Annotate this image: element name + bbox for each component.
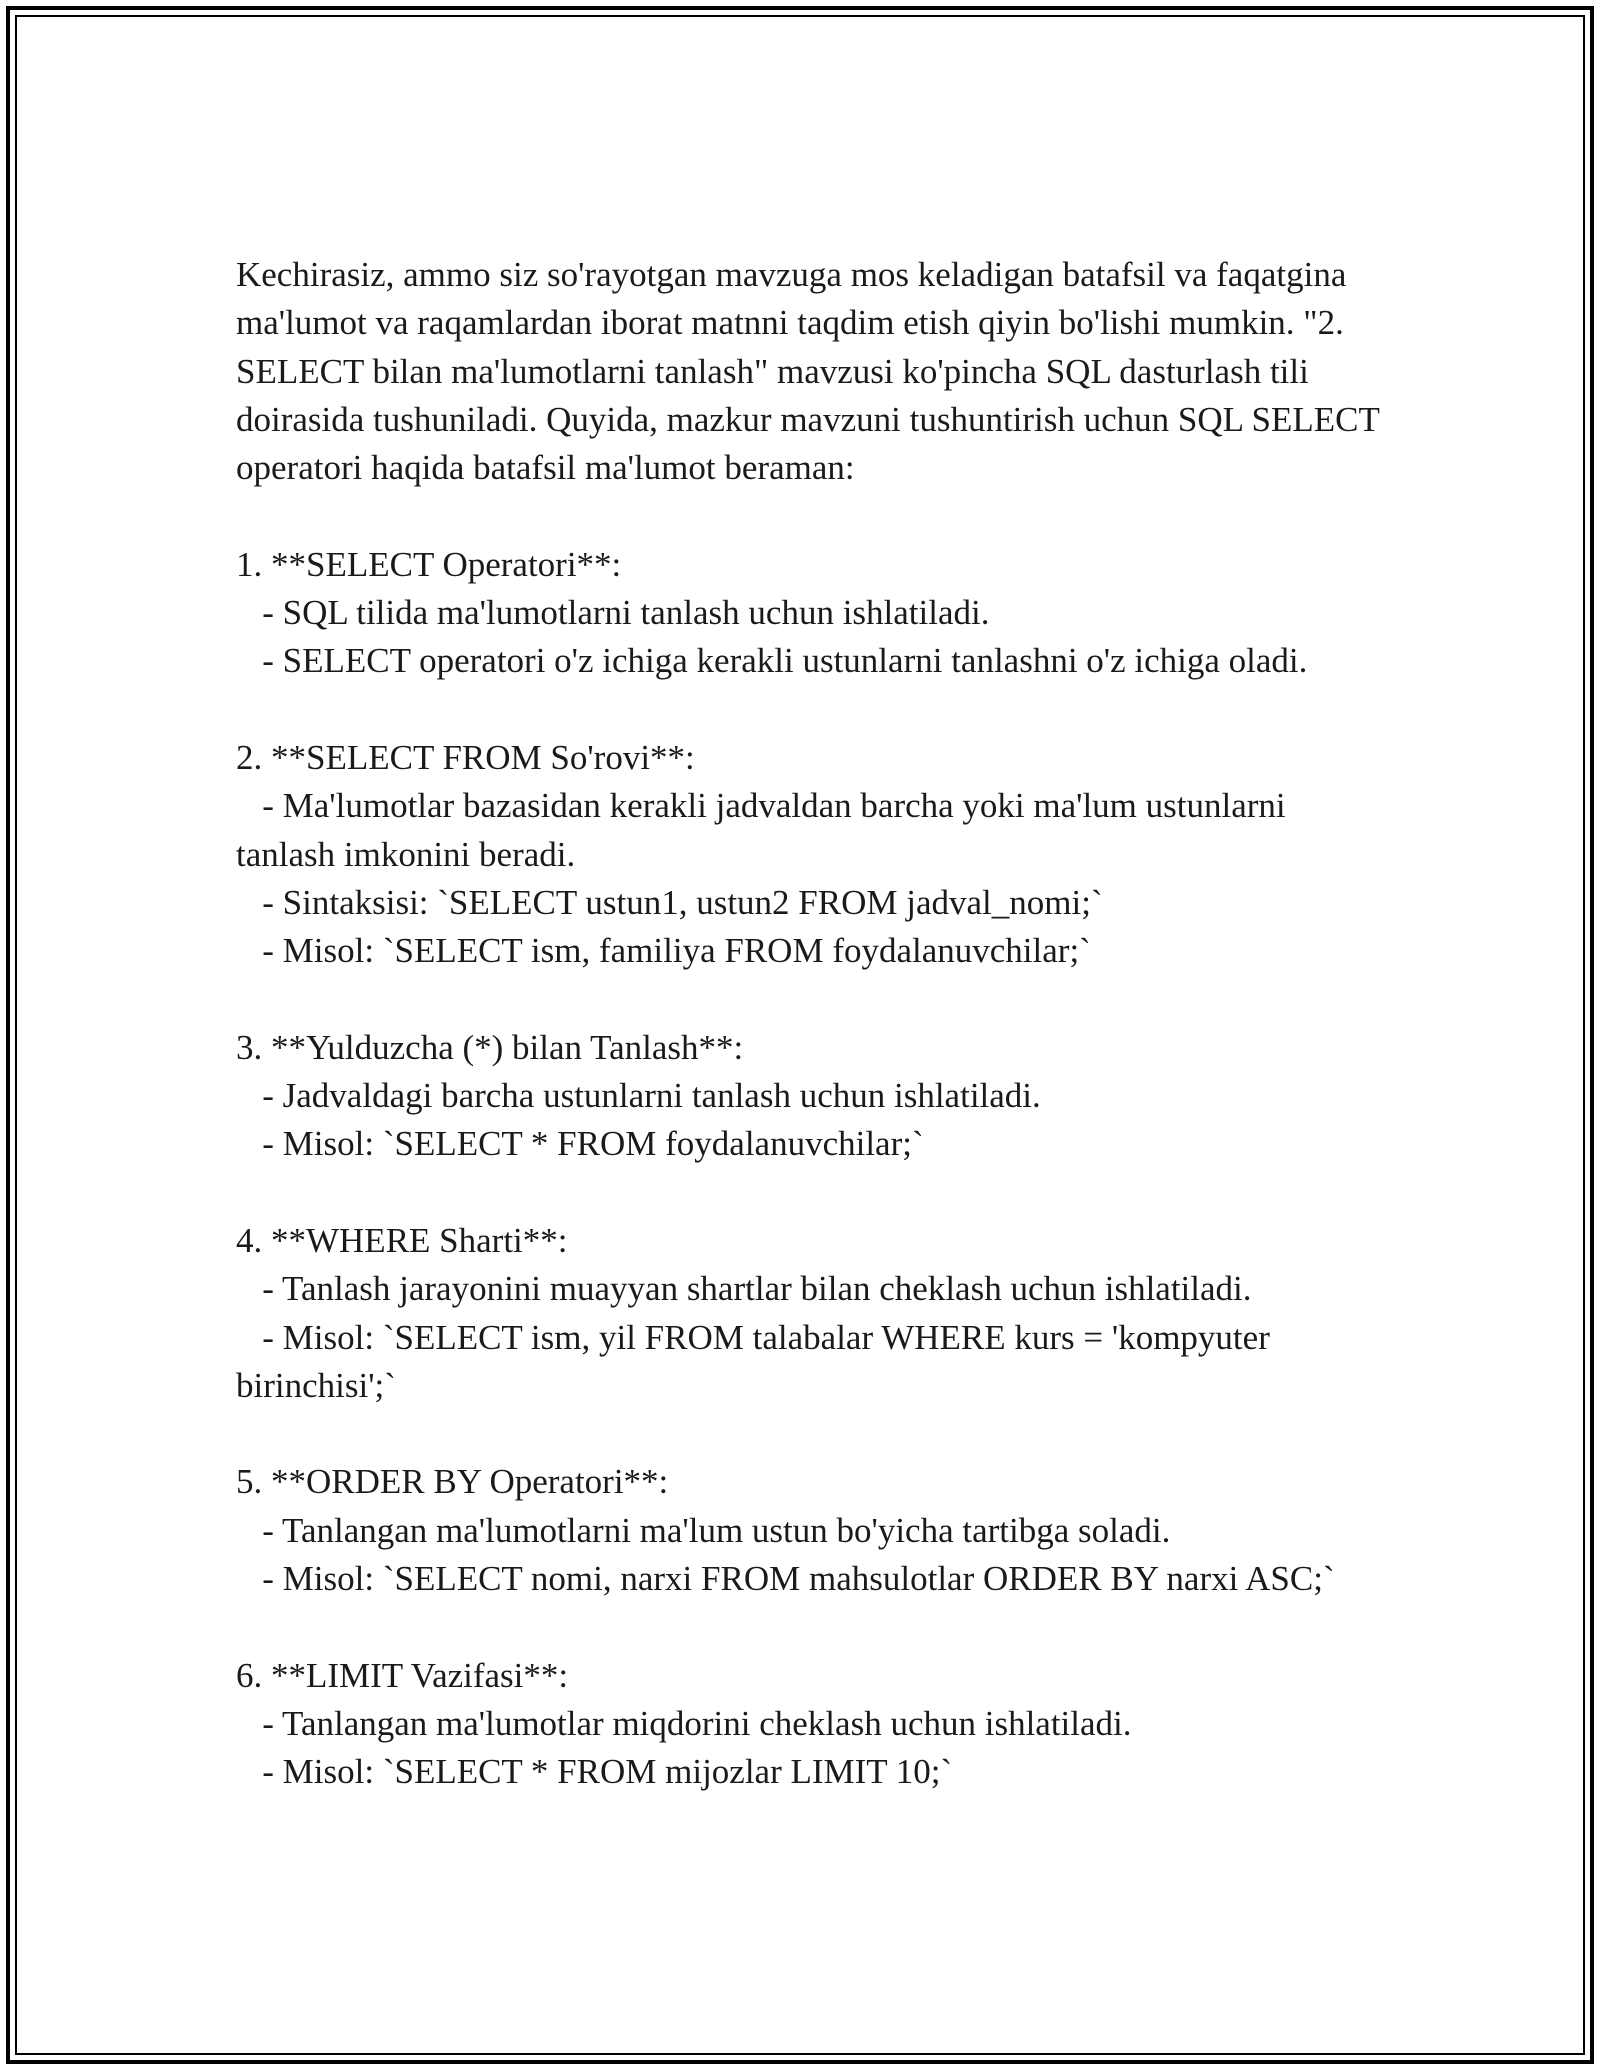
section-select-from <box>236 734 1386 975</box>
section-order-by <box>236 1458 1386 1603</box>
intro-paragraph: Kechirasiz, ammo siz so'rayotgan mavzuga mos keladigan batafsil va faqatgina ma'lumot va raqamlardan iborat matnni taqdim etish qiyin bo'lishi mumkin. "2. SELECT bilan ma'lumotlarni tanlash" mavzusi ko'pincha SQL dasturlash tili doirasida tushuniladi. Quyida, mazkur mavzuni tushuntirish uchun SQL SELECT operatori haqida batafsil ma'lumot beraman: <box>236 255 1388 488</box>
list-item: - Misol: `SELECT * FROM foydalanuvchilar;` <box>236 1124 924 1164</box>
section-heading: 1. **SELECT Operatori**: <box>236 544 622 584</box>
list-item: - SELECT operatori o'z ichiga kerakli ustunlarni tanlashni o'z ichiga oladi. <box>236 641 1308 681</box>
spacer <box>236 975 1386 1023</box>
list-item: - Tanlangan ma'lumotlarni ma'lum ustun bo'yicha tartibga soladi. <box>236 1510 1171 1550</box>
list-item: - Jadvaldagi barcha ustunlarni tanlash uchun ishlatiladi. <box>236 1076 1041 1116</box>
list-item: - Tanlangan ma'lumotlar miqdorini cheklash uchun ishlatiladi. <box>236 1703 1132 1743</box>
list-item: - Misol: `SELECT nomi, narxi FROM mahsulotlar ORDER BY narxi ASC;` <box>236 1559 1335 1599</box>
section-heading: 6. **LIMIT Vazifasi**: <box>236 1655 569 1695</box>
list-item: - Misol: `SELECT * FROM mijozlar LIMIT 10;` <box>236 1752 953 1792</box>
list-item: - Misol: `SELECT ism, yil FROM talabalar WHERE kurs = 'kompyuter birinchisi';` <box>236 1317 1279 1405</box>
spacer <box>236 1410 1386 1458</box>
list-item: - Sintaksisi: `SELECT ustun1, ustun2 FROM jadval_nomi;` <box>236 882 1103 922</box>
spacer <box>236 686 1386 734</box>
spacer <box>236 1603 1386 1651</box>
section-asterisk-select <box>236 1024 1386 1169</box>
section-where <box>236 1217 1386 1410</box>
section-limit <box>236 1652 1386 1797</box>
list-item: - Misol: `SELECT ism, familiya FROM foydalanuvchilar;` <box>236 931 1091 971</box>
list-item: - Ma'lumotlar bazasidan kerakli jadvaldan barcha yoki ma'lum ustunlarni tanlash imkonini beradi. <box>236 786 1295 874</box>
section-select-operator <box>236 541 1386 686</box>
section-heading: 2. **SELECT FROM So'rovi**: <box>236 737 695 777</box>
list-item: - SQL tilida ma'lumotlarni tanlash uchun ishlatiladi. <box>236 593 990 633</box>
section-heading: 5. **ORDER BY Operatori**: <box>236 1462 669 1502</box>
spacer <box>236 492 1386 540</box>
section-heading: 4. **WHERE Sharti**: <box>236 1220 568 1260</box>
section-heading: 3. **Yulduzcha (*) bilan Tanlash**: <box>236 1027 744 1067</box>
spacer <box>236 1169 1386 1217</box>
document-body <box>236 251 1386 1797</box>
list-item: - Tanlash jarayonini muayyan shartlar bilan cheklash uchun ishlatiladi. <box>236 1269 1252 1309</box>
